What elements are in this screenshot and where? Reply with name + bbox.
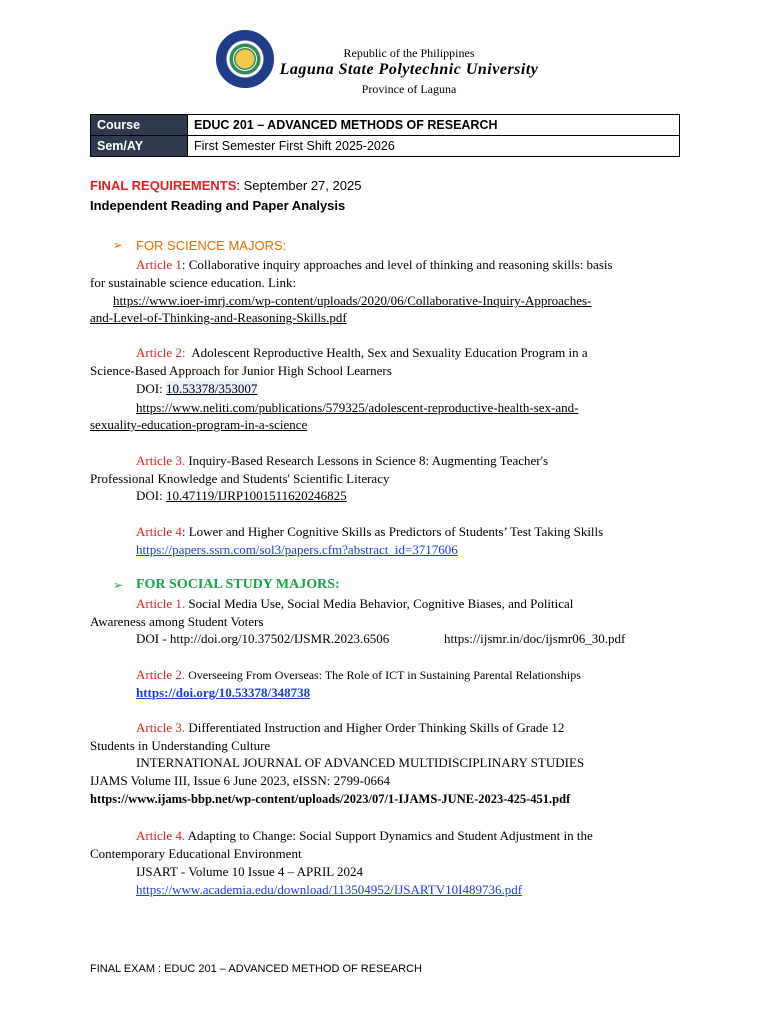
social-article-2-link[interactable]: https://doi.org/10.53378/348738 <box>136 685 311 700</box>
header-republic: Republic of the Philippines <box>343 46 475 60</box>
social-article-4-issue: IJSART - Volume 10 Issue 4 – APRIL 2024 <box>136 864 363 879</box>
course-row <box>91 115 680 136</box>
science-article-1-link[interactable]: https://www.ioer-imrj.com/wp-content/uploads/2020/06/Collaborative-Inquiry-Approaches- <box>113 293 592 308</box>
arrow-bullet-icon: ➢ <box>113 578 124 592</box>
social-article-1-line2: Awareness among Student Voters <box>90 614 264 629</box>
social-article-3-label: Article 3. <box>136 720 186 735</box>
final-date: : September 27, 2025 <box>236 178 362 193</box>
social-article-2-label: Article 2. <box>136 667 186 682</box>
social-article-2-line1: Article 2. Overseeing From Overseas: The Role of ICT in Sustaining Parental Relationships <box>136 667 581 682</box>
course-label: Course <box>91 115 188 136</box>
social-article-4-label: Article 4. <box>136 828 186 843</box>
science-article-2-doi: DOI: 10.53378/353007 <box>136 381 258 396</box>
final-subtitle: Independent Reading and Paper Analysis <box>90 198 346 213</box>
header-university: Laguna State Polytechnic University <box>279 61 539 78</box>
science-article-3-line1: Article 3. Inquiry-Based Research Lessons in Science 8: Augmenting Teacher's <box>136 453 549 468</box>
course-value: EDUC 201 – ADVANCED METHODS OF RESEARCH <box>188 115 680 136</box>
social-article-3-line2: Students in Understanding Culture <box>90 738 271 753</box>
social-article-3-journal: INTERNATIONAL JOURNAL OF ADVANCED MULTIDISCIPLINARY STUDIES <box>136 755 585 770</box>
science-article-4-link[interactable]: https://papers.ssrn.com/sol3/papers.cfm?abstract_id=3717606 <box>136 542 458 557</box>
science-article-2-link[interactable]: https://www.neliti.com/publications/579325/adolescent-reproductive-health-sex-and- <box>136 400 579 415</box>
science-article-2-line2: Science-Based Approach for Junior High School Learners <box>90 363 392 378</box>
science-article-1-line2: for sustainable science education. Link: <box>90 275 297 290</box>
social-article-1-doi: DOI - http://doi.org/10.37502/IJSMR.2023.6506 <box>136 631 390 646</box>
social-article-1-label: Article 1. <box>136 596 186 611</box>
social-article-4-line2: Contemporary Educational Environment <box>90 846 302 861</box>
science-article-2-link-cont[interactable]: sexuality-education-program-in-a-science <box>90 417 308 432</box>
header-province: Province of Laguna <box>361 82 457 96</box>
sem-label: Sem/AY <box>91 136 188 157</box>
social-heading: FOR SOCIAL STUDY MAJORS: <box>136 577 340 592</box>
sem-row <box>91 136 680 157</box>
sem-value: First Semester First Shift 2025-2026 <box>188 136 680 157</box>
science-article-2-line1: Article 2: Adolescent Reproductive Health, Sex and Sexuality Education Program in a <box>136 345 588 360</box>
science-heading: FOR SCIENCE MAJORS: <box>136 238 287 253</box>
social-article-4-line1: Article 4. Adapting to Change: Social Support Dynamics and Student Adjustment in the <box>136 828 593 843</box>
science-article-3-line2: Professional Knowledge and Students' Scientific Literacy <box>90 471 390 486</box>
science-article-1-link-cont[interactable]: and-Level-of-Thinking-and-Reasoning-Skills.pdf <box>90 310 347 325</box>
science-article-2-doi-link[interactable]: 10.53378/353007 <box>165 381 258 396</box>
social-article-3-link[interactable]: https://www.ijams-bbp.net/wp-content/uploads/2023/07/1-IJAMS-JUNE-2023-425-451.pdf <box>90 792 571 806</box>
science-article-3-label: Article 3. <box>136 453 186 468</box>
final-label: FINAL REQUIREMENTS <box>90 178 237 193</box>
science-article-3-doi: DOI: 10.47119/IJRP1001511620246825 <box>136 488 347 503</box>
course-table <box>90 114 680 157</box>
social-article-1-url[interactable]: https://ijsmr.in/doc/ijsmr06_30.pdf <box>444 631 626 646</box>
science-article-1-label: Article 1 <box>136 257 182 272</box>
science-article-3-doi-link[interactable]: 10.47119/IJRP1001511620246825 <box>165 488 347 503</box>
science-article-4-line1: Article 4: Lower and Higher Cognitive Skills as Predictors of Students’ Test Taking Skills <box>136 524 604 539</box>
page-footer: FINAL EXAM : EDUC 201 – ADVANCED METHOD OF RESEARCH <box>90 963 422 975</box>
science-article-4-label: Article 4 <box>136 524 182 539</box>
social-article-3-line1: Article 3. Differentiated Instruction and Higher Order Thinking Skills of Grade 12 <box>136 720 565 735</box>
science-article-1-line1: Article 1: Collaborative inquiry approaches and level of thinking and reasoning skills: basis <box>136 257 613 272</box>
social-article-3-issue: IJAMS Volume III, Issue 6 June 2023, eISSN: 2799-0664 <box>90 773 390 788</box>
final-requirements <box>90 178 361 194</box>
science-article-2-label: Article 2: <box>136 345 186 360</box>
social-article-1-line1: Article 1. Social Media Use, Social Media Behavior, Cognitive Biases, and Political <box>136 596 574 611</box>
social-article-4-link[interactable]: https://www.academia.edu/download/113504952/IJSARTV10I489736.pdf <box>136 882 523 897</box>
arrow-bullet-icon: ➢ <box>113 238 124 252</box>
